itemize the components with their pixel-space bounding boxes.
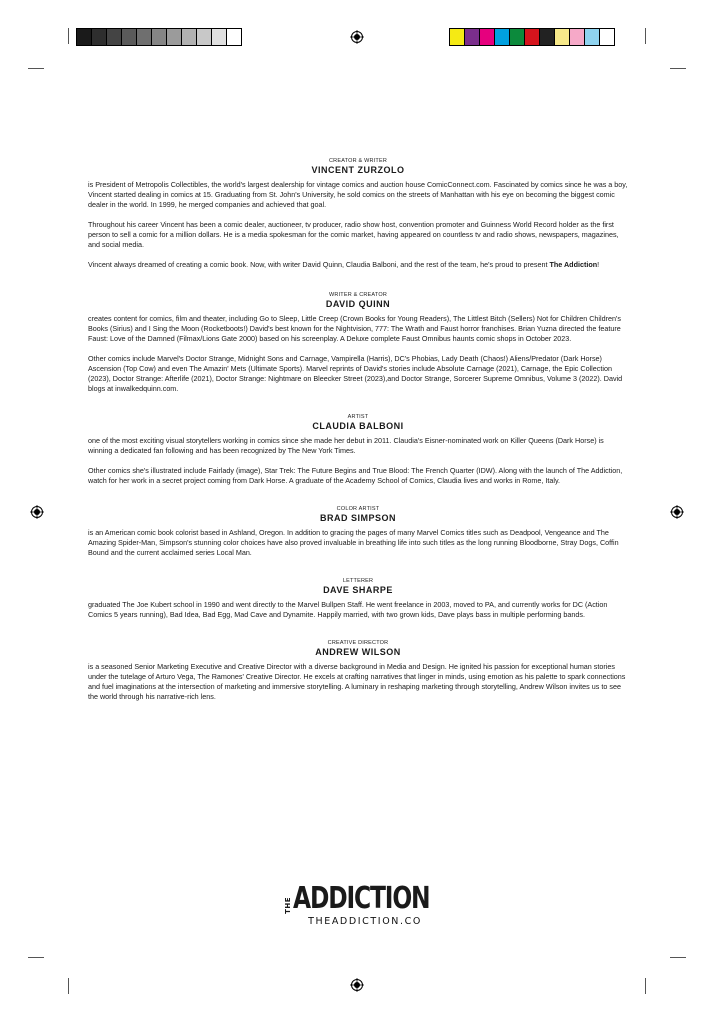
bio-paragraph: is President of Metropolis Collectibles, the world's largest dealership for vintage comics and auction house ComicConnect.com. Fascinated by comics since he was a boy, Vincent started dealing in comics at 15. Graduating from St. John's University, he sold comics on the streets of Manhattan with his eye on becoming the biggest comic dealer in the world. In 1999, he merged companies and achieved that goal. [88,180,628,209]
color-swatch [226,28,242,46]
bio-paragraph [88,260,628,270]
color-swatch [584,28,600,46]
logo-word: ADDICTION [292,881,429,916]
color-swatch [599,28,615,46]
color-swatch [136,28,152,46]
bio-name: DAVID QUINN [325,299,391,309]
bio-text: Vincent always dreamed of creating a comic book. Now, with writer David Quinn, Claudia Balboni, and the rest of the team, he's proud to present [88,260,550,269]
color-swatch [91,28,107,46]
logo-wordmark [283,881,430,916]
bio-name: ANDREW WILSON [315,647,401,657]
bio-role: CREATOR & WRITER [329,158,387,164]
bio-paragraph: Other comics she's illustrated include Fairlady (image), Star Trek: The Future Begins and True Blood: The French Quarter (IDW). Along with the launch of The Addiction, watch for her work in a secret project coming from Dark Horse. A graduate of the Academy School of Comics, Claudia lives and works in Rome, Italy. [88,466,623,485]
registration-mark-icon [30,505,44,519]
color-swatch [449,28,465,46]
bio-role: ARTIST [347,414,369,420]
color-swatch [181,28,197,46]
color-swatch [211,28,227,46]
bio-content [88,158,628,712]
color-swatch [479,28,495,46]
process-color-bar [449,28,614,46]
bio-section-vincent-zurzolo [88,158,628,270]
crop-mark [68,28,69,44]
color-swatch [509,28,525,46]
color-swatch [106,28,122,46]
bio-paragraph: graduated The Joe Kubert school in 1990 and went directly to the Marvel Bullpen Staff. He went freelance in 2003, moved to PA, and currently works for DC (Action Comics 5 years running), Bad Idea, Bad Egg, Mad Cave and Dynamite. Happily married, with two grown kids, Dave plays bass in multiple performing bands. [88,600,608,619]
color-swatch [196,28,212,46]
bio-role: LETTERER [342,578,374,584]
bio-section-claudia-balboni [88,414,628,486]
bio-name: DAVE SHARPE [323,585,393,595]
bio-section-andrew-wilson [88,640,628,702]
registration-mark-icon [670,505,684,519]
color-swatch [494,28,510,46]
bio-paragraph: one of the most exciting visual storytellers working in comics since she made her debut in 2011. Claudia's Eisner-nominated work on Killer Queens (Dark Horse) is winning a dedicated fan following and has been recognized by The New York Times. [88,436,604,455]
bio-paragraph: creates content for comics, film and theater, including Go to Sleep, Little Creep (Crown Books for Young Readers), The Littlest Bitch (Sellers) Not for Children Children's Books (Sirius) and I Sing the Moon (Rocketboots!) David's best known for the Nightvision, 777: The Wrath and Faust horror franchises. Brian Yuzna directed the feature Faust: Love of the Damned (Filmax/Lions Gate 2000) based on his screenplay. A Deluxe complete Faust Omnibus haunts comic shops in October 2023. [88,314,621,343]
crop-mark [645,28,646,44]
color-swatch [554,28,570,46]
bio-paragraph: is a seasoned Senior Marketing Executive and Creative Director with a diverse background in Media and Design. He ignited his passion for exceptional human stories under the tutelage of Arturo Vega, The Ramones' Creative Director. He excels at crafting narratives that linger in minds, using emotion as his palette to spark connections and fuel imaginations at the intersection of marketing and immersive storytelling. A luminary in reshaping marketing through storytelling, Andrew Wilson invites us to see the world through his narrative-rich lens. [88,662,626,701]
registration-mark-icon [350,978,364,992]
crop-mark [670,957,686,958]
book-title: The Addiction [549,260,598,269]
color-swatch [539,28,555,46]
the-addiction-logo [283,881,430,927]
bio-role: COLOR ARTIST [336,506,380,512]
website-url: THEADDICTION.CO [308,916,422,927]
color-swatch [524,28,540,46]
color-swatch [166,28,182,46]
grayscale-color-bar [76,28,241,46]
color-swatch [121,28,137,46]
bio-role: WRITER & CREATOR [329,292,387,298]
bio-name: BRAD SIMPSON [319,513,396,523]
color-swatch [151,28,167,46]
color-swatch [464,28,480,46]
bio-paragraph: Other comics include Marvel's Doctor Strange, Midnight Sons and Carnage, Vampirella (Harris), DC's Phobias, Lady Death (Chaos!) Aliens/Predator (Dark Horse) Ascension (Top Cow) and even The Amazin' Mets (Ultimate Sports). Marvel reprints of David's stories include Absolute Carnage (2021), Carnage, the Epic Collection (2023), Doctor Strange: Afterlife (2021), Doctor Strange: Nightmare on Bleecker Street (2023),and Doctor Strange, Sorcerer Supreme Omnibus, Volume 3 (2022). David blogs at inwalkedquinn.com. [88,354,623,393]
registration-mark-icon [350,30,364,44]
crop-mark [68,978,69,994]
color-swatch [569,28,585,46]
bio-name: CLAUDIA BALBONI [312,421,404,431]
color-swatch [76,28,92,46]
bio-section-david-quinn [88,292,628,394]
crop-mark [645,978,646,994]
crop-mark [670,68,686,69]
crop-mark [28,68,44,69]
bio-section-brad-simpson [88,506,628,558]
bio-name: VINCENT ZURZOLO [311,165,405,175]
bio-text: ! [597,260,600,269]
bio-paragraph: Throughout his career Vincent has been a comic dealer, auctioneer, tv producer, radio show host, convention promoter and Guinness World Record holder as the first person to sell a comic for a million dollars. He is a media spokesman for the comic market, having appeared on countless tv and radio shows, newspapers, magazines, and social media. [88,220,619,249]
bio-paragraph: is an American comic book colorist based in Ashland, Oregon. In addition to gracing the pages of many Marvel Comics titles such as Deadpool, Vengeance and The Amazing Spider-Man, Simpson's stunning color choices have also proved invaluable in breathing life into such titles as the long running Bloodborne, Stray Dogs, Coffin Bound and the current acclaimed series Local Man. [88,528,619,557]
bio-role: CREATIVE DIRECTOR [327,640,389,646]
crop-mark [28,957,44,958]
logo-the: THE [283,897,292,914]
bio-section-dave-sharpe [88,578,628,620]
